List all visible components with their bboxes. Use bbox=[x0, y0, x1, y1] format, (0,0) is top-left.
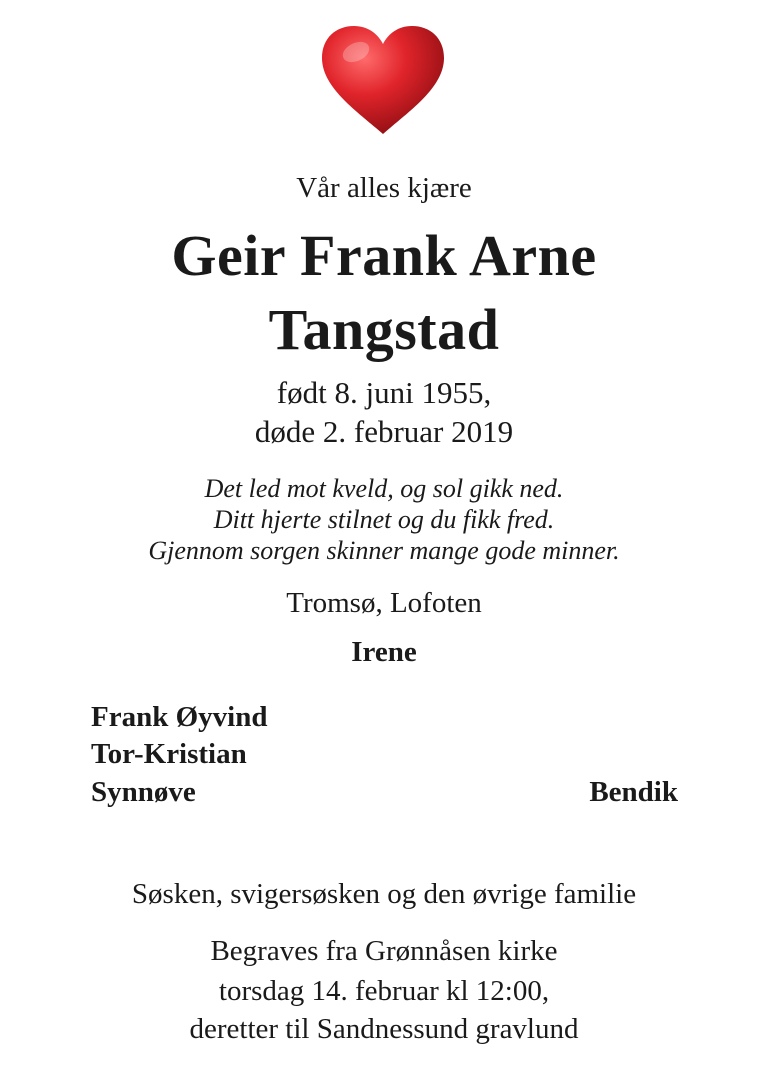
poem-line: Ditt hjerte stilnet og du fikk fred. bbox=[213, 505, 555, 534]
poem-line: Det led mot kveld, og sol gikk ned. bbox=[204, 474, 564, 503]
grandchild-name: Bendik bbox=[589, 776, 678, 808]
burial-line: torsdag 14. februar kl 12:00, bbox=[218, 975, 550, 1007]
heart-icon bbox=[318, 22, 448, 140]
death-date: døde 2. februar 2019 bbox=[254, 414, 514, 449]
family-text: Søsken, svigersøsken og den øvrige familie bbox=[131, 878, 637, 910]
poem-line: Gjennom sorgen skinner mange gode minner. bbox=[148, 536, 620, 565]
child-name: Frank Øyvind bbox=[91, 701, 268, 733]
burial-line: deretter til Sandnessund gravlund bbox=[189, 1013, 579, 1045]
deceased-name-first: Geir Frank Arne bbox=[171, 223, 597, 288]
intro-text: Vår alles kjære bbox=[296, 172, 472, 204]
deceased-name-last: Tangstad bbox=[268, 297, 500, 362]
spouse-name: Irene bbox=[351, 636, 417, 668]
burial-line: Begraves fra Grønnåsen kirke bbox=[210, 935, 558, 967]
child-name: Tor-Kristian bbox=[91, 738, 247, 770]
birth-date: født 8. juni 1955, bbox=[276, 375, 492, 410]
place-text: Tromsø, Lofoten bbox=[286, 587, 482, 619]
child-name: Synnøve bbox=[91, 776, 196, 808]
